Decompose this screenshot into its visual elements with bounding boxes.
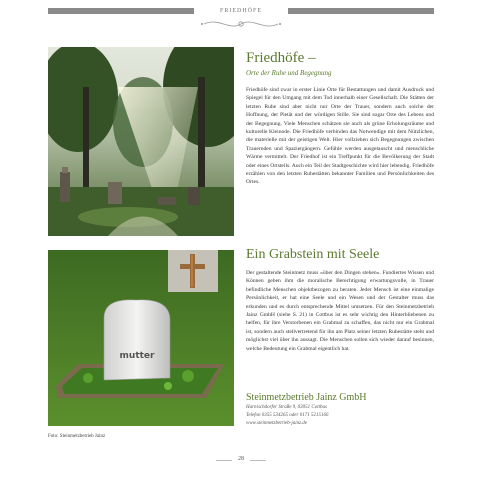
- section1-subtitle: Orte der Ruhe und Begegnung: [246, 69, 332, 77]
- cross-detail-photo: [168, 250, 218, 292]
- section2-title: Ein Grabstein mit Seele: [246, 247, 380, 262]
- header-bar-left: [48, 8, 194, 14]
- page-number: 28: [238, 456, 244, 462]
- ornament-flourish-icon: [194, 17, 288, 31]
- section2-body: Der gestaltende Steinmetz muss »über den Dingen stehen«. Fundiertes Wissen und Können geben ihm die moralische Berechtigung erwartungsvolle, in Trauer befindliche Menschen objektbezogen zu beraten. Jeder Mensch ist eine einmalige Persönlichkeit, er hat eine Seele und ein Wesen und der Gestalter muss das erkunden und es durch entsprechende Mittel umsetzen. Für den Steinmetzbetrieb Jainz GmbH (siehe S. 21) in Cottbus ist es sehr wichtig den Hinterbliebenen zu helfen, für ihre Verstorbenen ein Grabmal zu schaffen, das nicht nur ein Grabmal ist, sondern auch stellvertretend für ihn am Platz seiner letzten Ruhestätte steht und möglichst viel über ihn aussagt. Die Menschen sollen sich wieder darauf besinnen, welche Bedeutung ein Grabmal eigentlich hat.: [246, 270, 434, 352]
- section1-title: Friedhöfe –: [246, 50, 316, 66]
- section1-body: Friedhöfe sind zwar in erster Linie Orte für Bestattungen und damit Ausdruck und Spiegel für den Umgang mit dem Tod innerhalb einer Gesellschaft. Die Stätten der letzten Ruhe sind aber nicht nur Orte der Trauer, sondern auch solche der Hoffnung, der Pietät und der würdigen Stille. Sie sind sogar Orte des Lebens und der Begegnung. Viele Menschen schätzen sie auch als grüne Erholungsräume und kulturelle Kleinode. Die Friedhöfe verbinden das Notwendige mit dem Nützlichen, die materielle mit der geistigen Welt. Hier vollziehen sich Begegnungen zwischen Trauernden und Spaziergängern. Gefühle werden ausgetauscht und menschliche Wärme vermittelt. Der Friedhof ist ein Treffpunkt für die Bevölkerung der Stadt oder eines Ortsteils. Auch ein Teil der Stadtgeschichte wird hier lebendig. Friedhöfe erzählen von den letzten Ruhestätten bekannter Familien und Persönlichkeiten des Ortes.: [246, 87, 434, 186]
- footer-line-right: [250, 460, 266, 461]
- gravestone-inscription: mutter: [119, 351, 155, 361]
- company-address: Harnischdorfer Straße 9, 03051 Cottbus: [246, 405, 327, 410]
- company-name: Steinmetzbetrieb Jainz GmbH: [246, 392, 367, 403]
- company-website-link[interactable]: www.steinmetzbetrieb-jainz.de: [246, 421, 308, 426]
- section-header-label: FRIEDHÖFE: [219, 8, 262, 14]
- photo-credit: Foto: Steinmetzbetrieb Jainz: [48, 434, 106, 439]
- footer-line-left: [216, 460, 232, 461]
- header-bar-right: [288, 8, 434, 14]
- cemetery-photo: [48, 47, 234, 236]
- company-phone: Telefon 0355 534265 oder 0171 5215166: [246, 413, 329, 418]
